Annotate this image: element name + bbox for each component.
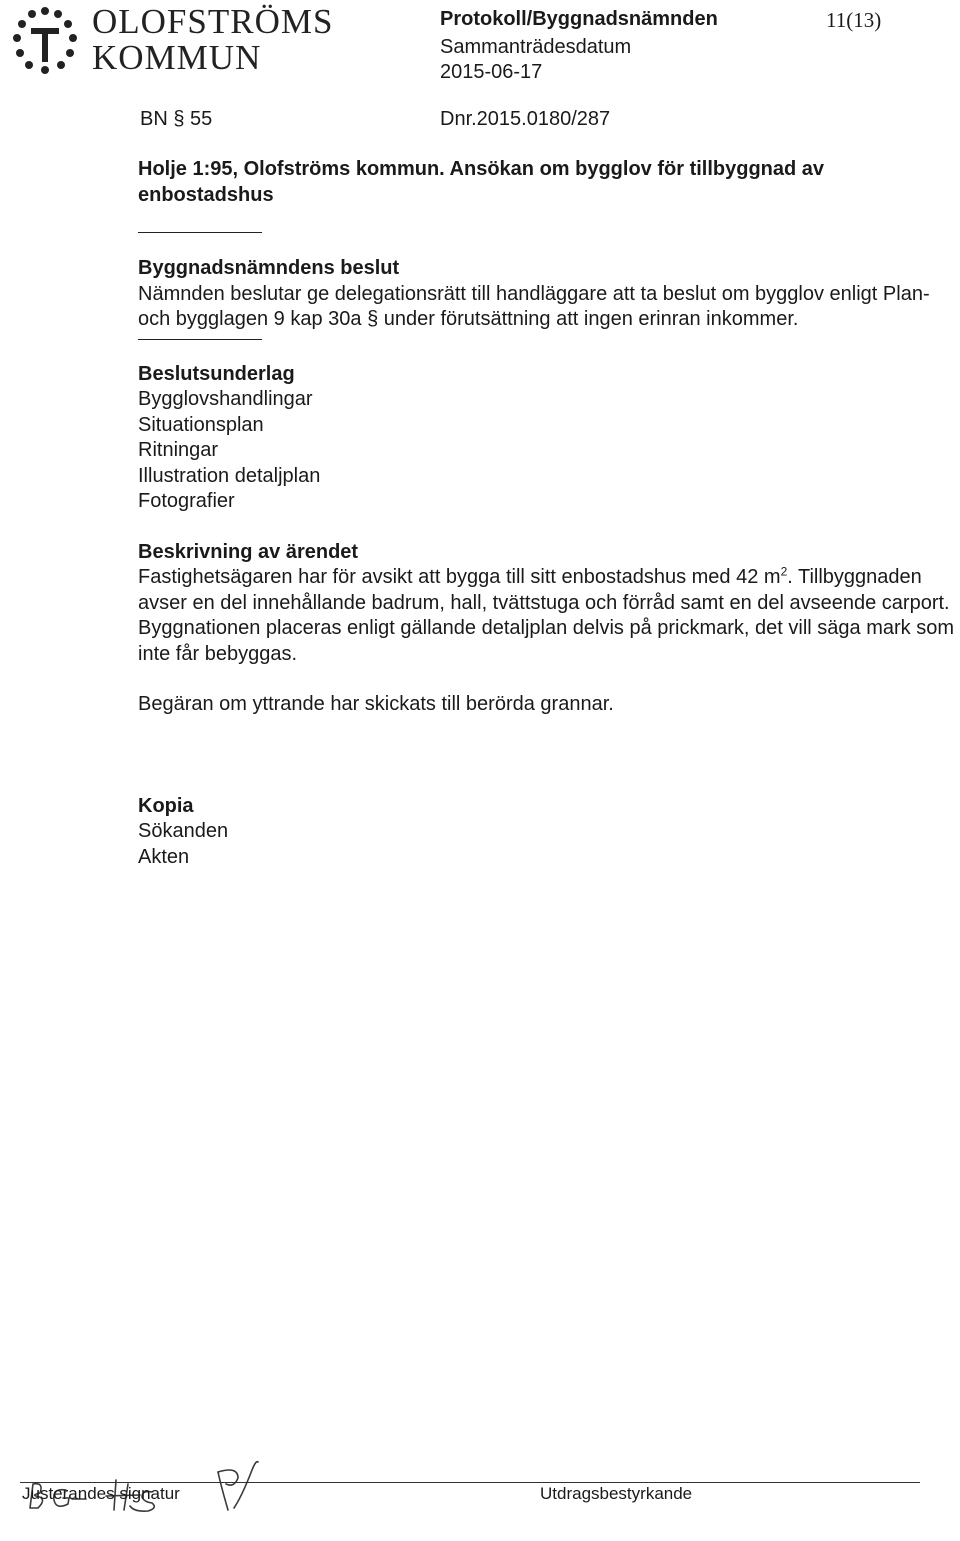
- document-body: [138, 157, 956, 870]
- logo-line-1: OLOFSTRÖMS: [92, 2, 334, 41]
- copy-recipient: Akten: [138, 845, 190, 868]
- logo-emblem-icon: [6, 2, 84, 78]
- section-divider: [138, 339, 262, 340]
- document-title: Protokoll/Byggnadsnämnden: [440, 8, 718, 30]
- copy-heading: Kopia: [138, 794, 194, 817]
- extract-certification-label: Utdragsbestyrkande: [540, 1484, 693, 1503]
- superscript-2: 2: [780, 564, 788, 579]
- neighbour-consultation-text: Begäran om yttrande har skickats till berörda grannar.: [138, 693, 614, 715]
- meeting-date: 2015-06-17: [440, 61, 543, 83]
- adjuster-signature-label: Justerandes signatur: [22, 1484, 180, 1503]
- description-paragraph: Fastighetsägaren har för avsikt att bygga till sitt enbostadshus med 42 $m^2$. Tillbyggnaden avser en del innehållande badrum, hall, tvättstuga och förråd samt en del avseende carport. Byggnationen placeras enligt gällande detaljplan delvis på prickmark, det vill säga mark som inte får bebyggas.: [138, 564, 954, 665]
- basis-item: Situationsplan: [138, 413, 264, 436]
- logo-line-2: KOMMUN: [92, 38, 262, 77]
- signature-line: [20, 1482, 920, 1483]
- municipality-logo: [0, 0, 420, 80]
- copy-recipient: Sökanden: [138, 820, 229, 842]
- basis-item: Fotografier: [138, 490, 235, 512]
- basis-item: Bygglovshandlingar: [138, 388, 313, 410]
- decision-text: Nämnden beslutar ge delegationsrätt till handläggare att ta beslut om bygglov enligt Plan- och bygglagen 9 kap 30a § under förutsättning att ingen erinran inkommer.: [138, 282, 930, 330]
- case-number: BN § 55: [140, 108, 213, 130]
- basis-heading: Beslutsunderlag: [138, 362, 295, 385]
- basis-item: Ritningar: [138, 439, 219, 461]
- section-divider: [138, 232, 262, 233]
- decision-heading: Byggnadsnämndens beslut: [138, 257, 400, 279]
- diary-number: Dnr.2015.0180/287: [440, 108, 611, 130]
- description-heading: Beskrivning av ärendet: [138, 540, 359, 563]
- basis-item: Illustration detaljplan: [138, 464, 321, 487]
- meeting-date-label: Sammanträdesdatum: [440, 36, 632, 58]
- subject-heading: Holje 1:95, Olofströms kommun. Ansökan om bygglov för tillbyggnad av enbostadshus: [138, 158, 825, 206]
- page-number: 11(13): [826, 8, 882, 32]
